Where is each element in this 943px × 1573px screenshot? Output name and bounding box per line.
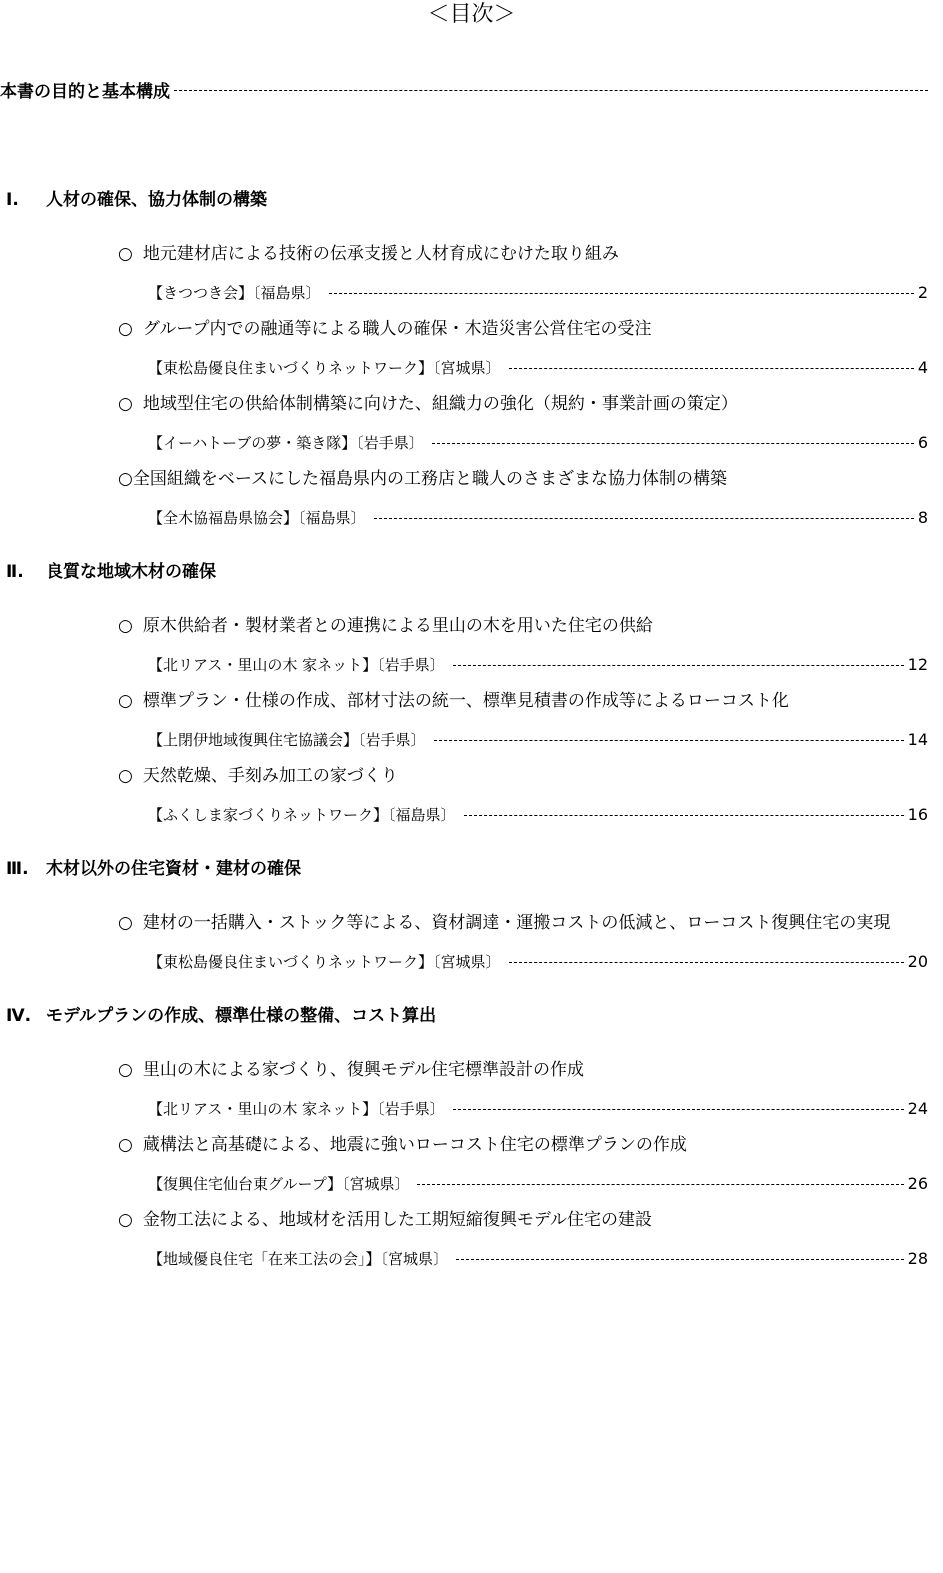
toc-entry[interactable] (0, 386, 943, 461)
entry-organization: 【地域優良住宅「在来工法の会」】〔宮城県〕 (148, 1249, 449, 1268)
entry-page-number[interactable]: 16 (907, 804, 928, 824)
entry-heading (118, 1052, 908, 1089)
entry-page-number[interactable]: 2 (917, 282, 928, 302)
entry-page-number[interactable]: 8 (917, 507, 928, 527)
entry-reference (148, 1089, 928, 1127)
entry-title: 天然乾燥、手刻み加工の家づくり (142, 766, 398, 786)
entry-title: 金物工法による、地域材を活用した工期短縮復興モデル住宅の建設 (142, 1210, 652, 1230)
toc-entry[interactable] (0, 236, 943, 311)
entry-organization: 【きつつき会】〔福島県〕 (148, 283, 321, 302)
entry-title: 蔵構法と高基礎による、地震に強いローコスト住宅の標準プランの作成 (142, 1135, 687, 1155)
dot-leader (374, 518, 914, 519)
entry-organization: 【東松島優良住まいづくりネットワーク】〔宮城県〕 (148, 952, 501, 971)
entry-title: 地元建材店による技術の伝承支援と人材育成にむけた取り組み (142, 244, 619, 264)
toc-entry[interactable] (0, 1052, 943, 1127)
toc-section (0, 182, 943, 536)
entry-page-number[interactable]: 14 (907, 729, 928, 749)
entry-page-number[interactable]: 12 (907, 654, 928, 674)
toc-entry[interactable] (0, 758, 943, 833)
section-number: Ⅱ. (6, 562, 24, 582)
toc-section (0, 554, 943, 833)
section-heading (0, 182, 943, 218)
entry-organization: 【北リアス・里山の木 家ネット】〔岩手県〕 (148, 655, 445, 674)
circle-bullet-icon: ○ (118, 616, 133, 636)
entry-reference (148, 1164, 928, 1202)
entry-organization: 【東松島優良住まいづくりネットワーク】〔宮城県〕 (148, 358, 501, 377)
circle-bullet-icon: ○ (118, 766, 133, 786)
entry-heading (118, 905, 908, 942)
toc-entry[interactable] (0, 905, 943, 980)
entry-page-number[interactable]: 24 (907, 1098, 928, 1118)
dot-leader (509, 962, 904, 963)
toc-section (0, 851, 943, 980)
dot-leader (464, 815, 904, 816)
entry-title: 原木供給者・製材業者との連携による里山の木を用いた住宅の供給 (142, 616, 653, 636)
toc-entry[interactable] (0, 683, 943, 758)
entry-organization: 【北リアス・里山の木 家ネット】〔岩手県〕 (148, 1099, 445, 1118)
section-title: モデルプランの作成、標準仕様の整備、コスト算出 (46, 1006, 437, 1026)
entry-heading (118, 236, 908, 273)
entry-heading (118, 1202, 908, 1239)
section-title: 人材の確保、協力体制の構築 (46, 190, 267, 210)
dot-leader (432, 443, 914, 444)
entry-heading (118, 461, 908, 498)
section-number: Ⅳ. (6, 1006, 32, 1026)
entry-reference (148, 348, 928, 386)
toc-entry[interactable] (0, 1127, 943, 1202)
entry-heading (118, 1127, 908, 1164)
dot-leader (417, 1184, 903, 1185)
entry-title: 地域型住宅の供給体制構築に向けた、組織力の強化（規約・事業計画の策定） (142, 394, 738, 414)
entry-organization: 【ふくしま家づくりネットワーク】〔福島県〕 (148, 805, 456, 824)
section-title: 良質な地域木材の確保 (46, 562, 216, 582)
section-number: Ⅲ. (6, 859, 29, 879)
toc-entry[interactable] (0, 1202, 943, 1277)
entry-reference (148, 720, 928, 758)
intro-label: 本書の目的と基本構成 (0, 81, 170, 102)
entry-page-number[interactable]: 28 (907, 1248, 928, 1268)
dot-leader (453, 665, 904, 666)
circle-bullet-icon: ○ (118, 394, 133, 414)
entry-title: グループ内での融通等による職人の確保・木造災害公営住宅の受注 (142, 319, 652, 339)
entry-title: 里山の木による家づくり、復興モデル住宅標準設計の作成 (142, 1060, 584, 1080)
entry-organization: 【イーハトーブの夢・築き隊】〔岩手県〕 (148, 433, 424, 452)
entry-heading (118, 608, 908, 645)
dot-leader (456, 1259, 904, 1260)
entry-title: 建材の一括購入・ストック等による、資材調達・運搬コストの低減と、ローコスト復興住宅の実現 (142, 913, 891, 933)
entry-organization: 【全木協福島県協会】〔福島県〕 (148, 508, 366, 527)
dot-leader (509, 368, 914, 369)
dot-leader (329, 293, 914, 294)
toc-entry[interactable] (0, 461, 943, 536)
toc-intro-entry[interactable] (0, 76, 928, 102)
section-number: Ⅰ. (6, 190, 19, 210)
entry-heading (118, 311, 908, 348)
entry-reference (148, 498, 928, 536)
circle-bullet-icon: ○ (118, 1060, 133, 1080)
section-title: 木材以外の住宅資材・建材の確保 (46, 859, 301, 879)
entry-reference (148, 1239, 928, 1277)
circle-bullet-icon: ○ (118, 913, 133, 933)
circle-bullet-icon: ○ (118, 244, 133, 264)
toc-section (0, 998, 943, 1277)
entry-title: 標準プラン・仕様の作成、部材寸法の統一、標準見積書の作成等によるローコスト化 (142, 691, 789, 711)
entry-reference (148, 423, 928, 461)
circle-bullet-icon: ○ (118, 1135, 133, 1155)
entry-page-number[interactable]: 4 (917, 357, 928, 377)
entry-organization: 【復興住宅仙台東グループ】〔宮城県〕 (148, 1174, 410, 1193)
entry-title: 全国組織をベースにした福島県内の工務店と職人のさまざまな協力体制の構築 (132, 469, 727, 489)
toc-sections (0, 182, 943, 1277)
entry-reference (148, 795, 928, 833)
circle-bullet-icon: ○ (118, 1210, 133, 1230)
circle-bullet-icon: ○ (118, 691, 133, 711)
entry-heading (118, 683, 908, 720)
entry-reference (148, 273, 928, 311)
dot-leader (453, 1109, 904, 1110)
toc-entry[interactable] (0, 608, 943, 683)
entry-heading (118, 758, 908, 795)
entry-page-number[interactable]: 20 (907, 951, 928, 971)
entry-organization: 【上閉伊地域復興住宅協議会】〔岩手県〕 (148, 730, 426, 749)
page-title: ＜目次＞ (427, 2, 516, 27)
toc-entry[interactable] (0, 311, 943, 386)
dot-leader (174, 90, 928, 91)
section-heading (0, 554, 943, 590)
entry-reference (148, 942, 928, 980)
entry-heading (118, 386, 908, 423)
entry-reference (148, 645, 928, 683)
circle-bullet-icon: ○ (118, 469, 133, 489)
section-heading (0, 851, 943, 887)
circle-bullet-icon: ○ (118, 319, 133, 339)
entry-page-number[interactable]: 6 (917, 432, 928, 452)
dot-leader (434, 740, 904, 741)
entry-page-number[interactable]: 26 (907, 1173, 928, 1193)
section-heading (0, 998, 943, 1034)
